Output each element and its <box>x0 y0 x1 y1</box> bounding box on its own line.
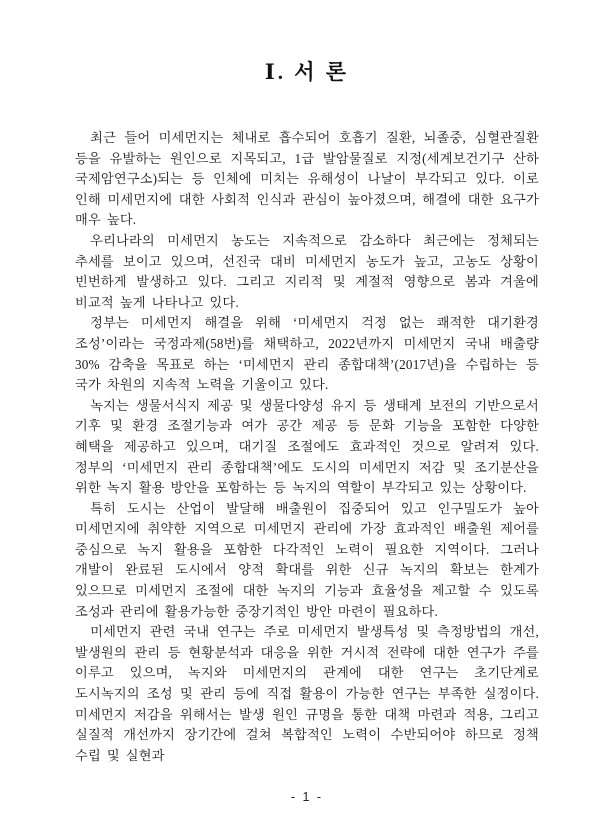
paragraph: 우리나라의 미세먼지 농도는 지속적으로 감소하다 최근에는 정체되는 추세를 보이고 있으며, 선진국 대비 미세먼지 농도가 높고, 고농도 상황이 빈번하게 발생하고 있다. 그리고 지리적 및 계절적 영향으로 봄과 겨울에 비교적 높게 나타나고 있다. <box>75 232 539 310</box>
paragraph: 미세먼지 관련 국내 연구는 주로 미세먼지 발생특성 및 측정방법의 개선, 발생원의 관리 등 현황분석과 대응을 위한 거시적 전략에 대한 연구가 주를 이루고 있으며, 녹지와 미세먼지의 관계에 대한 연구는 초기단계로 도시녹지의 조성 및 관리 등에 직접 활용이 가능한 연구는 부족한 실정이다. 미세먼지 저감을 위해서는 발생 원인 규명을 통한 대책 마련과 적용, 그리고 실질적 개선까지 장기간에 걸쳐 복합적인 노력이 수반되어야 하므로 정책 수립 및 실현과 <box>75 624 539 763</box>
page-number: - 1 - <box>290 790 324 804</box>
page-title: Ⅰ. 서 론 <box>264 60 350 84</box>
paragraph: 정부는 미세먼지 해결을 위해 ‘미세먼지 걱정 없는 쾌적한 대기환경 조성’이라는 국정과제(58번)를 채택하고, 2022년까지 미세먼지 국내 배출량 30% 감축을 목표로 하는 ‘미세먼지 관리 종합대책’(2017년)을 수립하는 등 국가 차원의 지속적 노력을 기울이고 있다. <box>75 315 539 393</box>
paragraph: 특히 도시는 산업이 발달해 배출원이 집중되어 있고 인구밀도가 높아 미세먼지에 취약한 지역으로 미세먼지 관리에 가장 효과적인 배출원 제어를 중심으로 녹지 활용을 포함한 다각적인 노력이 필요한 지역이다. 그러나 개발이 완료된 도시에서 양적 확대를 위한 신규 녹지의 확보는 한계가 있으므로 미세먼지 조절에 대한 녹지의 기능과 효율성을 제고할 수 있도록 조성과 관리에 활용가능한 중장기적인 방안 마련이 필요하다. <box>75 500 539 619</box>
paragraph: 녹지는 생물서식지 제공 및 생물다양성 유지 등 생태계 보전의 기반으로서 기후 및 환경 조절기능과 여가 공간 제공 등 문화 기능을 포함한 다양한 혜택을 제공하고 있으며, 대기질 조절에도 효과적인 것으로 알려져 있다. 정부의 ‘미세먼지 관리 종합대책’에도 도시의 미세먼지 저감 및 조기분산을 위한 녹지 활용 방안을 포함하는 등 녹지의 역할이 부각되고 있는 상황이다. <box>75 397 539 496</box>
paragraph: 최근 들어 미세먼지는 체내로 흡수되어 호흡기 질환, 뇌졸중, 심혈관질환 등을 유발하는 원인으로 지목되고, 1급 발암물질로 지정(세계보건기구 산하 국제암연구소)되는 등 인체에 미치는 유해성이 나날이 부각되고 있다. 이로 인해 미세먼지에 대한 사회적 인식과 관심이 높아졌으며, 해결에 대한 요구가 매우 높다. <box>75 130 539 228</box>
document-body <box>0 128 614 766</box>
